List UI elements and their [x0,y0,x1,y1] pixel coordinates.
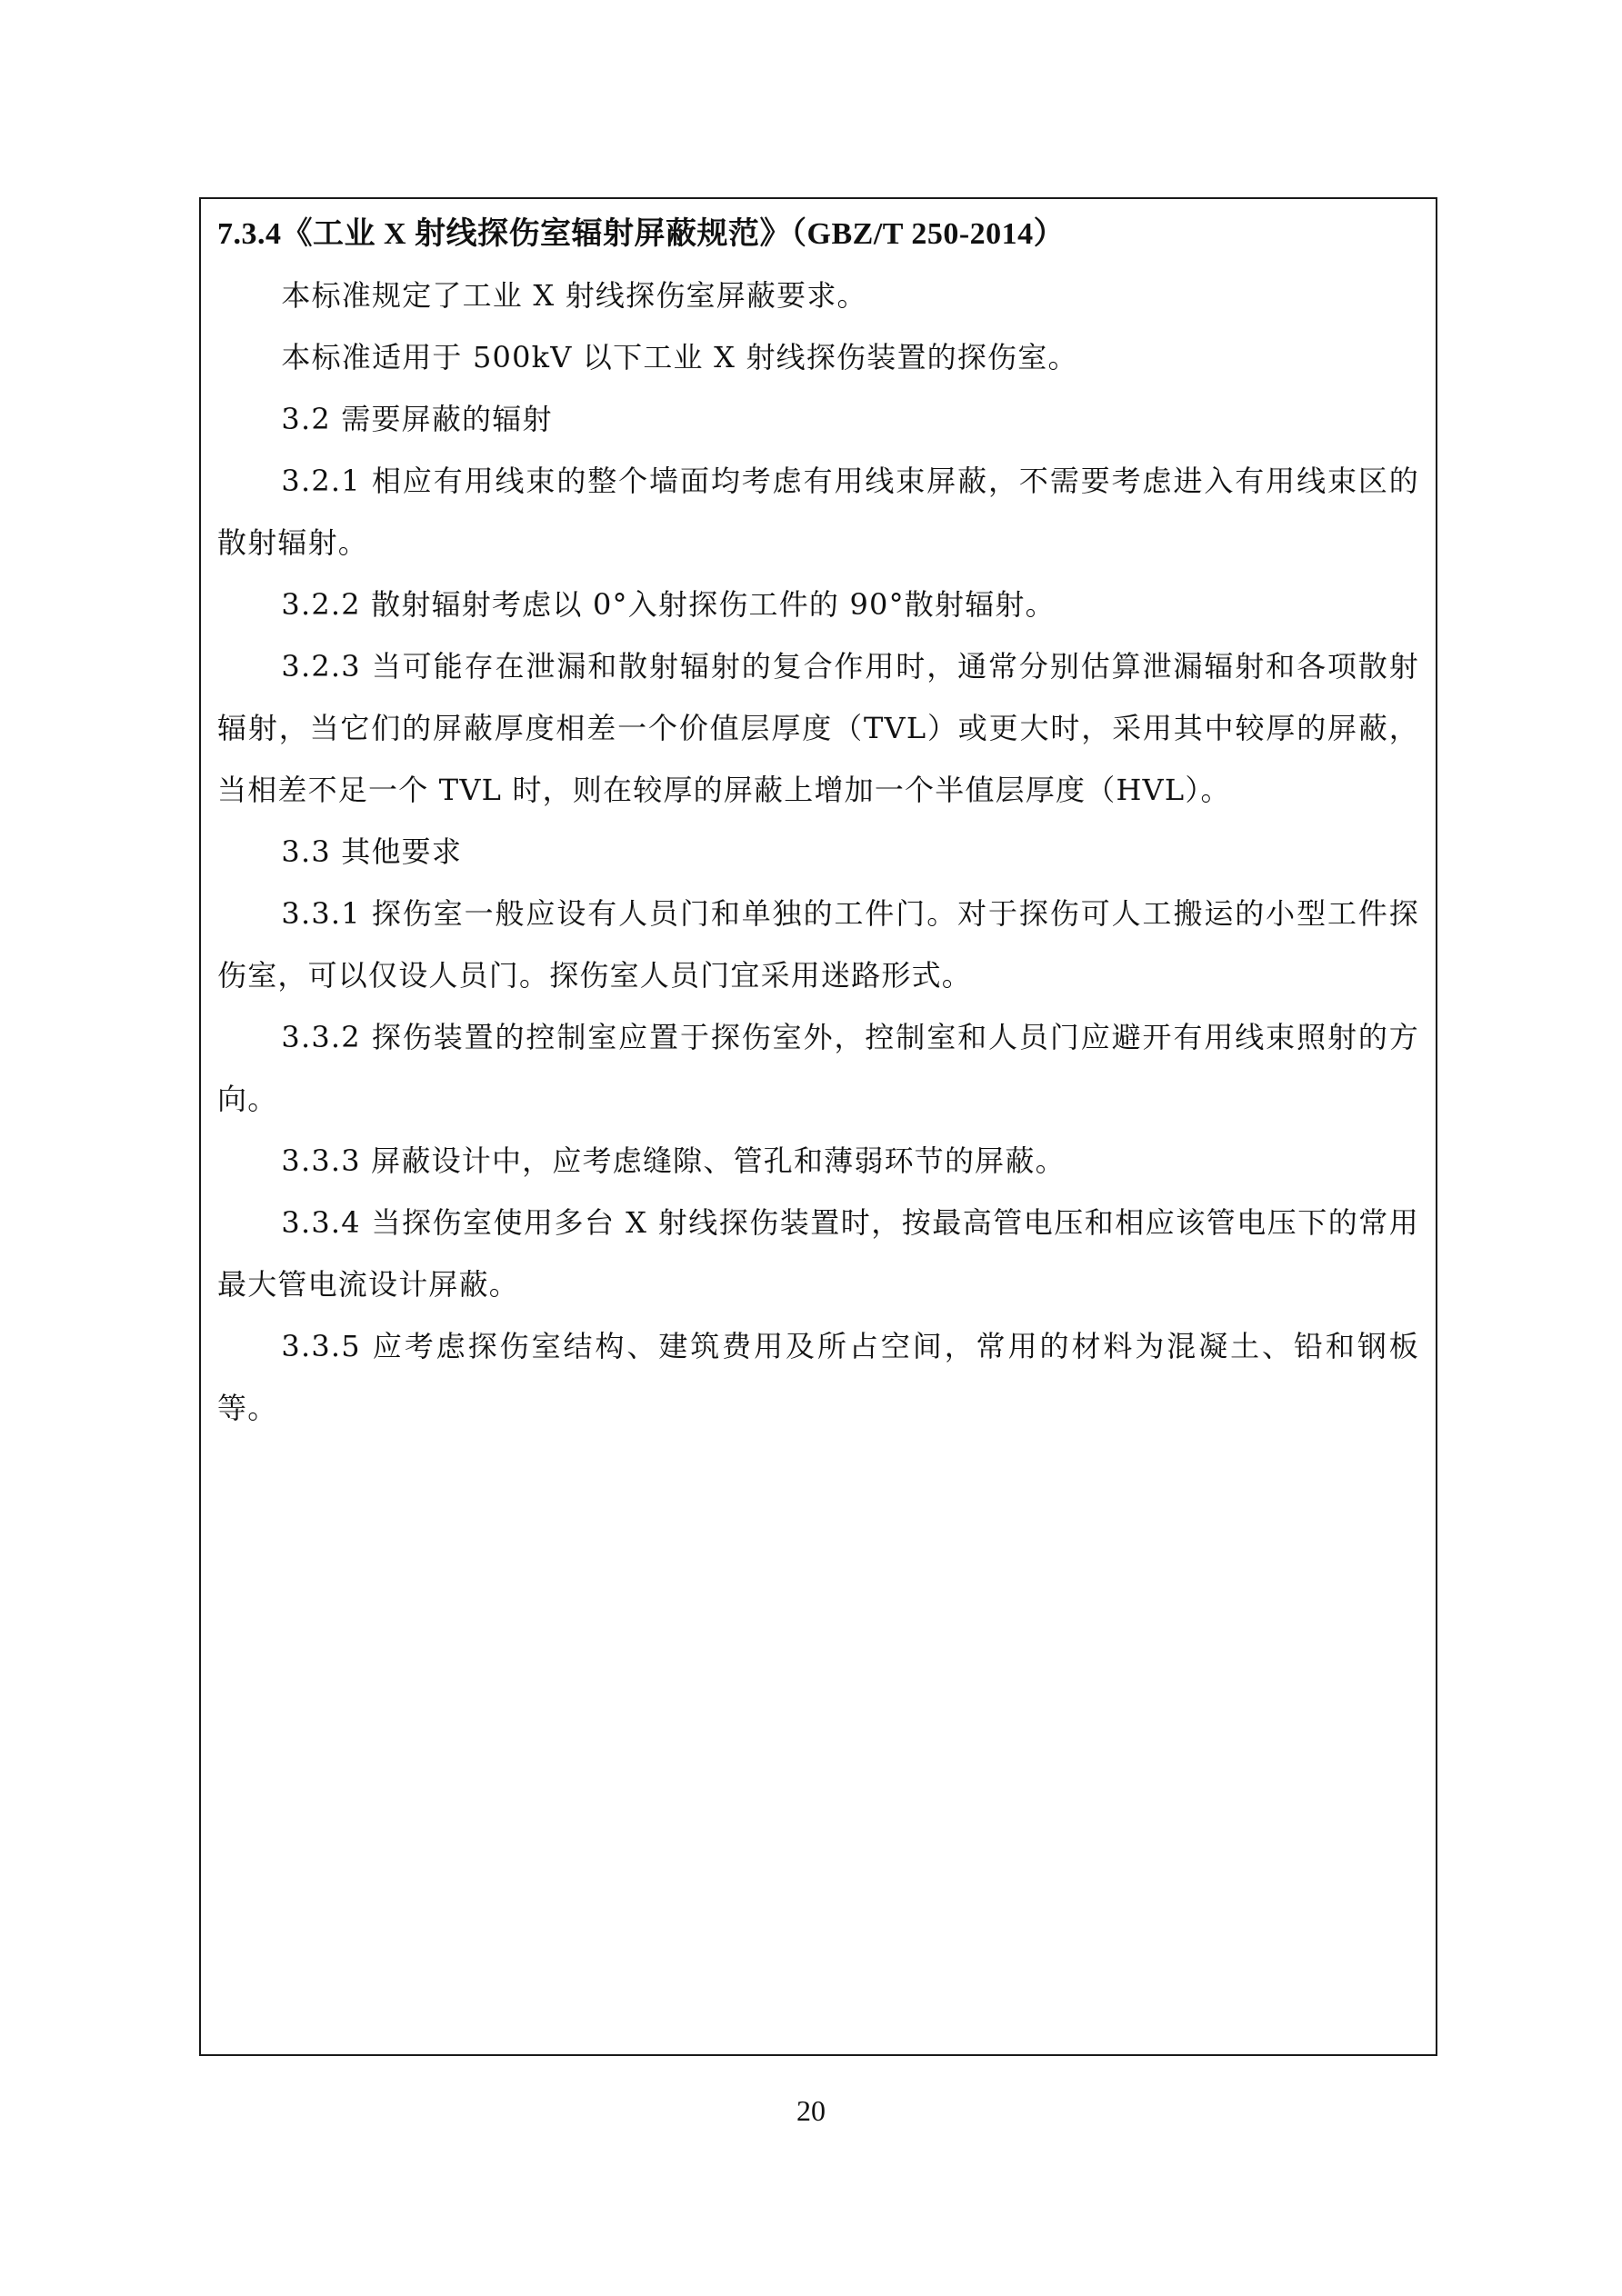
clause-3-2-3: 3.2.3 当可能存在泄漏和散射辐射的复合作用时，通常分别估算泄漏辐射和各项散射辐射，当它们的屏蔽厚度相差一个价值层厚度（TVL）或更大时，采用其中较厚的屏蔽，当相差不足一个 TVL 时，则在较厚的屏蔽上增加一个半值层厚度（HVL）。 [217,649,1419,807]
clause-3-2-1: 3.2.1 相应有用线束的整个墙面均考虑有用线束屏蔽，不需要考虑进入有用线束区的散射辐射。 [217,464,1419,560]
paragraph-scope-requirement: 本标准规定了工业 X 射线探伤室屏蔽要求。 [281,278,867,313]
clause-3-3-1: 3.3.1 探伤室一般应设有人员门和单独的工件门。对于探伤可人工搬运的小型工件探伤室，可以仅设人员门。探伤室人员门宜采用迷路形式。 [217,896,1419,993]
paragraph-scope-applicability: 本标准适用于 500kV 以下工业 X 射线探伤装置的探伤室。 [281,340,1078,374]
clause-3-3-3: 3.3.3 屏蔽设计中，应考虑缝隙、管孔和薄弱环节的屏蔽。 [281,1143,1066,1178]
content-box [199,197,1437,2056]
clause-3-2-2: 3.2.2 散射辐射考虑以 0°入射探伤工件的 90°散射辐射。 [281,587,1056,622]
clause-3-3-5: 3.3.5 应考虑探伤室结构、建筑费用及所占空间，常用的材料为混凝土、铅和钢板等。 [217,1329,1419,1425]
heading-3-3: 3.3 其他要求 [281,834,463,869]
clause-3-3-2: 3.3.2 探伤装置的控制室应置于探伤室外，控制室和人员门应避开有用线束照射的方向。 [217,1020,1419,1116]
section-title: 7.3.4《工业 X 射线探伤室辐射屏蔽规范》（GBZ/T 250-2014） [217,217,1066,251]
page-number: 20 [796,2094,826,2127]
heading-3-2: 3.2 需要屏蔽的辐射 [281,402,553,436]
clause-3-3-4: 3.3.4 当探伤室使用多台 X 射线探伤装置时，按最高管电压和相应该管电压下的常用最大管电流设计屏蔽。 [217,1205,1419,1302]
